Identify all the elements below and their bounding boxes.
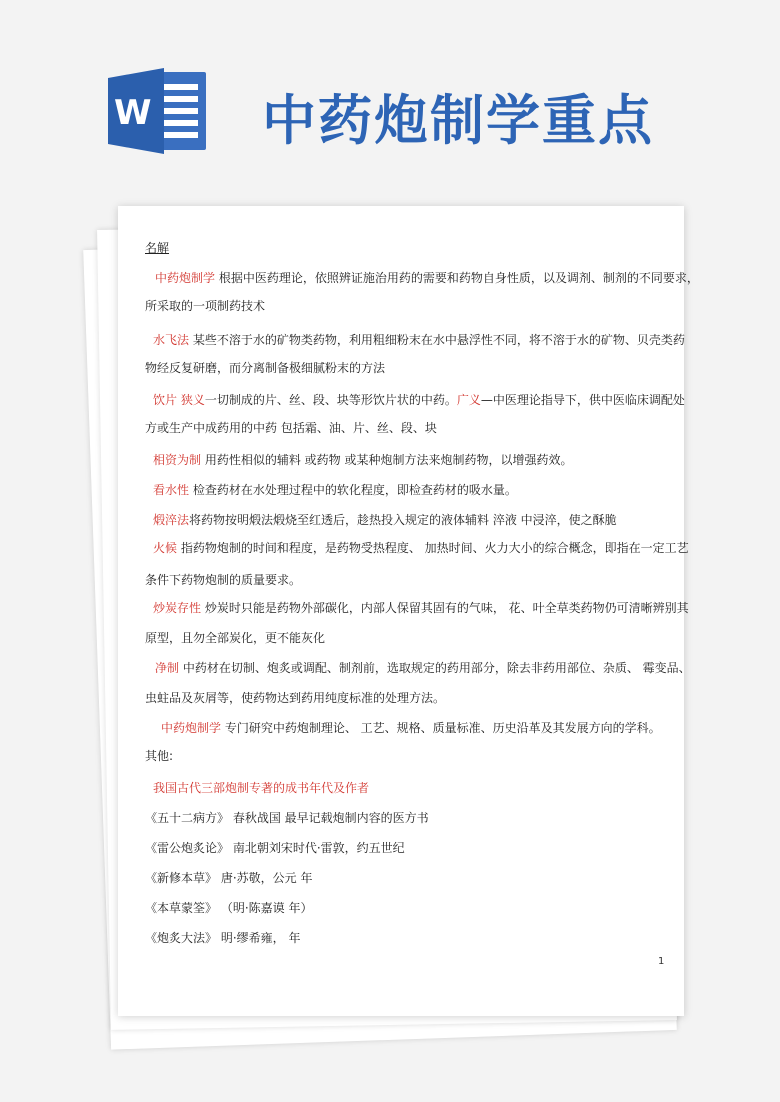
definition-line: 相资为制 用药性相似的辅料 或药物 或某种炮制方法来炮制药物，以增强药效。 [153, 453, 573, 467]
page-title: 中药炮制学重点 [262, 89, 654, 152]
definition-line: 火候 指药物炮制的时间和程度，是药物受热程度、 加热时间、火力大小的综合概念，即指在一定工艺 [153, 541, 689, 555]
definition-line: 炒炭存性 炒炭时只能是药物外部碳化，内部人保留其固有的气味， 花、叶全草类药物仍可清晰辨别其 [153, 601, 689, 615]
book-item: 《雷公炮炙论》 南北朝刘宋时代·雷敦，约五世纪 [145, 841, 405, 855]
other-heading: 其他: [145, 749, 174, 763]
definition-line: 水飞法 某些不溶于水的矿物类药物，利用粗细粉末在水中悬浮性不同，将不溶于水的矿物、贝壳类药 [153, 333, 685, 347]
section-heading: 名解 [145, 241, 170, 255]
definition-line: 饮片 狭义一切制成的片、丝、段、块等形饮片状的中药。广义—中医理论指导下，供中医临床调配处 [153, 393, 685, 407]
definition-line: 中药炮制学 专门研究中药炮制理论、 工艺、规格、质量标准、历史沿革及其发展方向的学科。 [161, 721, 661, 735]
definition-continuation: 原型，且勿全部炭化，更不能灰化 [145, 631, 326, 645]
book-item: 《炮炙大法》 明·缪希雍， 年 [145, 931, 301, 945]
header [0, 0, 780, 200]
definition-continuation: 虫蛀品及灰屑等，使药物达到药用纯度标准的处理方法。 [145, 691, 446, 705]
word-document-icon [108, 68, 208, 154]
book-item: 《五十二病方》 春秋战国 最早记载炮制内容的医方书 [145, 811, 429, 825]
definition-continuation: 所采取的一项制药技术 [145, 299, 266, 313]
page-number: 1 [658, 956, 665, 967]
book-item: 《新修本草》 唐·苏敬，公元 年 [145, 871, 313, 885]
logo-letter: W [114, 93, 152, 133]
term: 中药炮制学 [155, 271, 216, 285]
definition-continuation: 条件下药物炮制的质量要求。 [145, 573, 302, 587]
book-item: 《本草蒙筌》 （明·陈嘉谟 年） [145, 901, 313, 915]
definition-continuation: 物经反复研磨，而分离制备极细腻粉末的方法 [145, 361, 386, 375]
other-subheading: 我国古代三部炮制专著的成书年代及作者 [153, 781, 370, 795]
definition-continuation: 方或生产中成药用的中药 包括霜、油、片、丝、段、块 [145, 421, 437, 435]
definition-line: 煅淬法将药物按明煅法煅烧至红透后，趁热投入规定的液体辅料 淬液 中浸淬，使之酥脆 [153, 513, 617, 527]
document-page [118, 206, 699, 1016]
definition-line: 净制 中药材在切制、炮炙或调配、制剂前，选取规定的药用部分，除去非药用部位、杂质、 霉变品、 [155, 661, 691, 675]
definition-line: 看水性 检查药材在水处理过程中的软化程度，即检查药材的吸水量。 [153, 483, 517, 497]
definition-line: 中药炮制学 根据中医药理论，依照辨证施治用药的需要和药物自身性质，以及调剂、制剂的不同要求， [155, 271, 699, 285]
